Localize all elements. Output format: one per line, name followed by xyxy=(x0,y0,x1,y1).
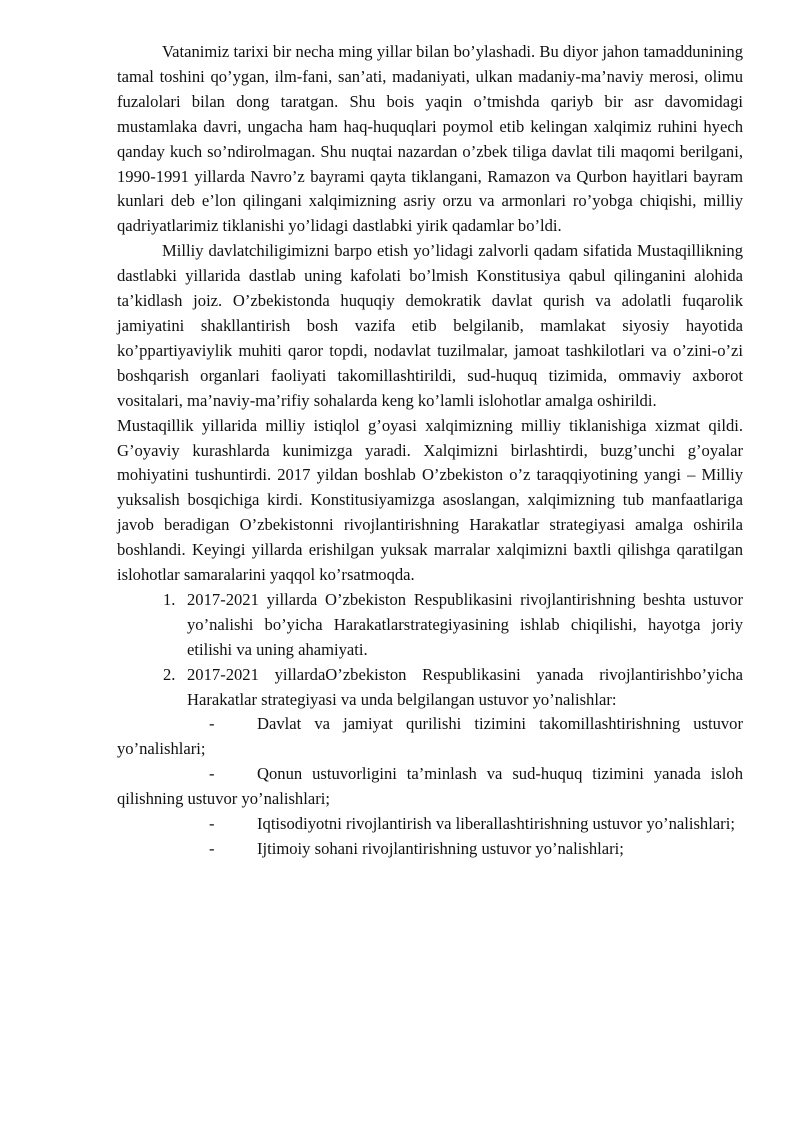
dash-marker: - xyxy=(209,714,215,734)
dash-item-4 xyxy=(117,837,743,862)
dash-item-text: Qonun ustuvorligini ta’minlash va sud-huquq tizimini yanada isloh qilishning ustuvor yo’nalishlari; xyxy=(117,764,743,809)
document-page xyxy=(117,40,743,862)
dash-marker: - xyxy=(209,764,215,784)
dash-marker: - xyxy=(209,814,215,834)
numbered-item-1 xyxy=(117,588,743,663)
numbered-item-text: 2017-2021 yillardaO’zbekiston Respublikasini yanada rivojlantirishbo’yicha Harakatlar strategiyasi va unda belgilangan ustuvor yo’nalishlar: xyxy=(187,664,743,709)
dash-item-text: Davlat va jamiyat qurilishi tizimini takomillashtirishning ustuvor yo’nalishlari; xyxy=(117,714,743,759)
dash-item-text: Ijtimoiy sohani rivojlantirishning ustuvor yo’nalishlari; xyxy=(257,839,624,858)
paragraph-statehood: Milliy davlatchiligimizni barpo etish yo’lidagi zalvorli qadam sifatida Mustaqillikning dastlabki yillarida dastlab uning kafolati bo’lmish Konstitusiya qabul qilinganini alohida ta’kidlash joiz. O’zbekistonda huquqiy demokratik davlat qurish va adolatli fuqarolik jamiyatini shakllantirish bosh vazifa etib belgilanib, mamlakat siyosiy hayotida ko’ppartiyaviylik muhiti qaror topdi, nodavlat tuzilmalar, jamoat tashkilotlari va o’zini-o’zi boshqarish organlari faoliyati takomillashtirildi, sud-huquq tizimida, ommaviy axborot vositalari, ma’naviy-ma’rifiy sohalarda keng ko’lamli islohotlar amalga oshirildi. xyxy=(117,241,743,410)
dash-marker: - xyxy=(209,839,215,858)
numbered-item-marker: 1. xyxy=(163,589,176,609)
dash-item-3 xyxy=(117,812,743,837)
paragraph-independence: Mustaqillik yillarida milliy istiqlol g’oyasi xalqimizning milliy tiklanishiga xizmat qildi. G’oyaviy kurashlarda kunimizga yaradi. Xalqimizni birlashtirdi, buzg’unchi g’oyalar mohiyatini tushuntirdi. 2017 yildan boshlab O’zbekiston o’z taraqqiyotining yangi – Milliy yuksalish bosqichiga kirdi. Konstitusiyamizga asoslangan, xalqimizning tub manfaatlariga javob beradigan O’zbekistonni rivojlantirishning Harakatlar strategiyasi amalga oshirila boshlandi. Keyingi yillarda erishilgan yuksak marralar xalqimizni baxtli qilishga qaratilgan islohotlar samaralarini yaqqol ko’rsatmoqda. xyxy=(117,415,743,585)
numbered-item-2 xyxy=(117,663,743,713)
numbered-item-marker: 2. xyxy=(163,664,176,684)
dash-item-1 xyxy=(117,712,743,762)
dash-item-text: Iqtisodiyotni rivojlantirish va liberallashtirishning ustuvor yo’nalishlari; xyxy=(257,814,735,834)
paragraph-history: Vatanimiz tarixi bir necha ming yillar bilan bo’ylashadi. Bu diyor jahon tamaddunining tamal toshini qo’ygan, ilm-fani, san’ati, madaniyati, ulkan madaniy-ma’naviy merosi, olimu fuzalolari bilan dong taratgan. Shu bois yaqin o’tmishda qariyb bir asr davomidagi mustamlaka davri, ungacha ham haq-huquqlari poymol etib kelingan xalqimiz ruhini hyech qanday kuch so’ndirolmagan. Shu nuqtai nazardan o’zbek tiliga davlat tili maqomi berilgani, 1990-1991 yillarda Navro’z bayrami qayta tiklangani, Ramazon va Qurbon hayitlari bayram kunlari deb e’lon qilingani xalqimizning asriy orzu va armonlari ro’yobga chiqishi, milliy qadriyatlarimiz tiklanishi yo’lidagi dastlabki yirik qadamlar bo’ldi. xyxy=(117,42,743,236)
dash-item-2 xyxy=(117,762,743,812)
numbered-item-text: 2017-2021 yillarda O’zbekiston Respublikasini rivojlantirishning beshta ustuvor yo’nalishi bo’yicha Harakatlarstrategiyasining ishlab chiqilishi, hayotga joriy etilishi va uning ahamiyati. xyxy=(187,589,743,659)
